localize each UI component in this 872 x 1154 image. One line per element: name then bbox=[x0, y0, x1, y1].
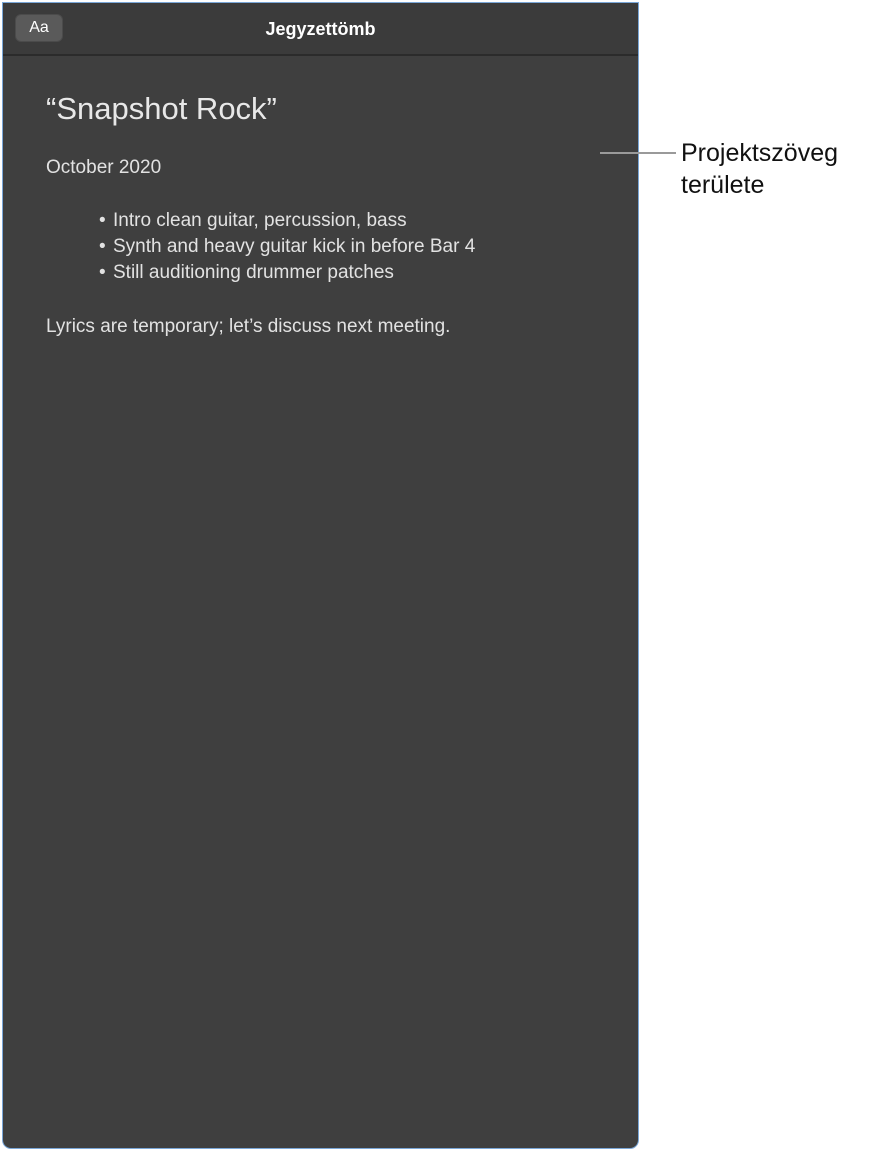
bullet-list bbox=[46, 208, 608, 286]
window-header bbox=[3, 3, 638, 56]
list-item: • Still auditioning drummer patches bbox=[113, 260, 608, 286]
notepad-window bbox=[2, 2, 639, 1149]
project-text-area[interactable] bbox=[46, 90, 608, 339]
font-settings-button[interactable]: Aa bbox=[15, 14, 63, 42]
window-title: Jegyzettömb bbox=[265, 19, 376, 39]
callout-line bbox=[600, 152, 676, 154]
document-date: October 2020 bbox=[46, 157, 162, 178]
list-item: • Intro clean guitar, percussion, bass bbox=[113, 208, 608, 234]
document-title: “Snapshot Rock” bbox=[46, 91, 277, 126]
callout-label: Projektszöveg területe bbox=[681, 139, 839, 199]
list-item: • Synth and heavy guitar kick in before Bar 4 bbox=[113, 234, 608, 260]
lyrics-note: Lyrics are temporary; let’s discuss next meeting. bbox=[46, 316, 451, 337]
